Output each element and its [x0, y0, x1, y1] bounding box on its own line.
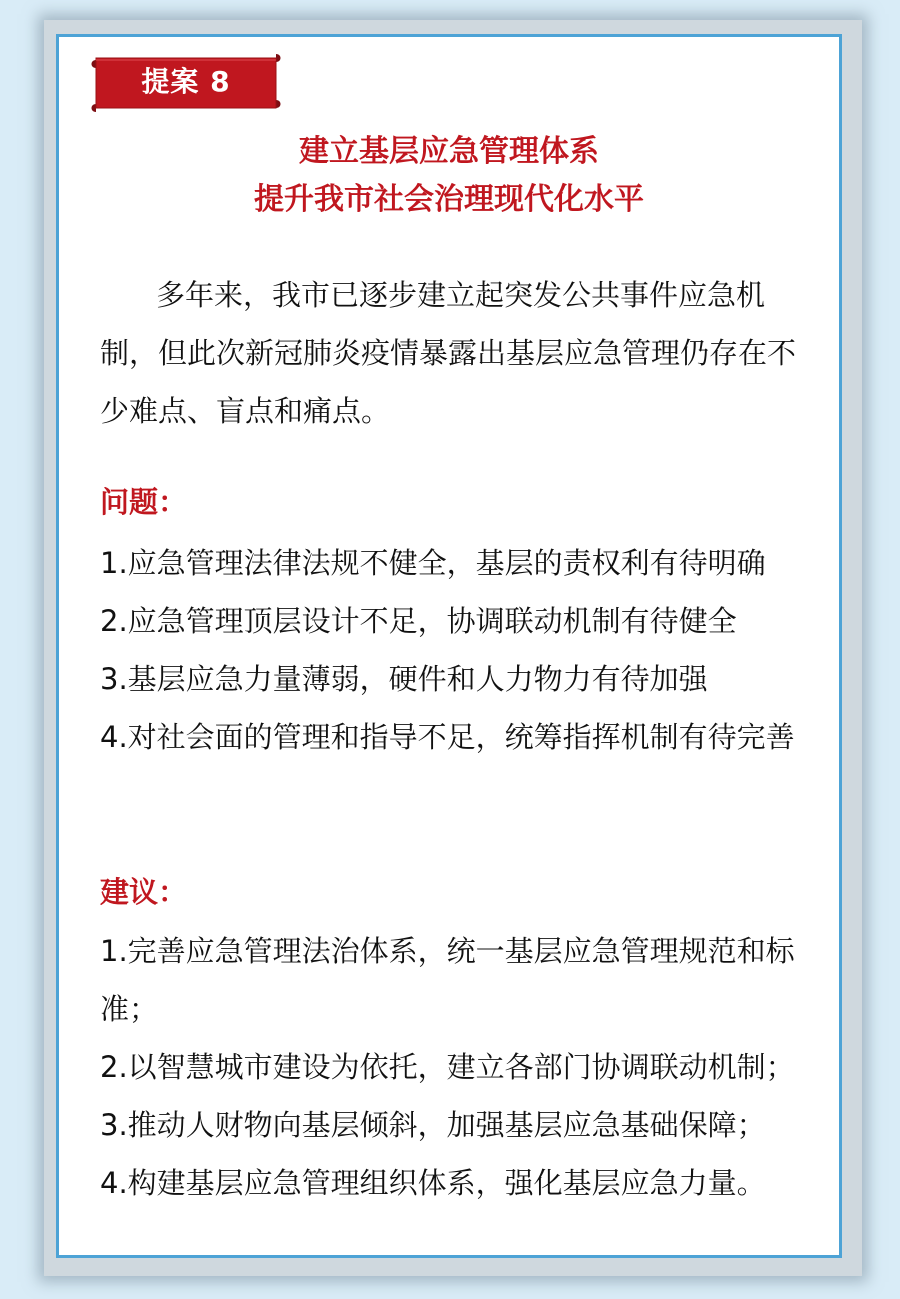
list-item: 4.构建基层应急管理组织体系，强化基层应急力量。	[100, 1166, 766, 1200]
page-title-line1: 建立基层应急管理体系	[299, 134, 599, 169]
list-item: 3.基层应急力量薄弱，硬件和人力物力有待加强	[100, 662, 708, 696]
list-item: 1.完善应急管理法治体系，统一基层应急管理规范和标准；	[100, 934, 795, 1026]
list-item: 1.应急管理法律法规不健全，基层的责权利有待明确	[100, 546, 766, 580]
problems-list	[100, 534, 812, 766]
page-title-line2: 提升我市社会治理现代化水平	[254, 182, 644, 217]
suggestions-list	[100, 922, 812, 1212]
list-item: 4.对社会面的管理和指导不足，统筹指挥机制有待完善	[100, 720, 795, 754]
list-item: 2.应急管理顶层设计不足，协调联动机制有待健全	[100, 604, 737, 638]
intro-paragraph: 多年来，我市已逐步建立起突发公共事件应急机制，但此次新冠肺炎疫情暴露出基层应急管理仍存在不少难点、盲点和痛点。	[100, 278, 797, 428]
proposal-number-label: 提案 8	[141, 65, 231, 98]
list-item: 2.以智慧城市建设为依托，建立各部门协调联动机制；	[100, 1050, 795, 1084]
problems-heading: 问题：	[100, 485, 188, 519]
list-item: 3.推动人财物向基层倾斜，加强基层应急基础保障；	[100, 1108, 766, 1142]
proposal-banner	[90, 52, 282, 114]
suggestions-heading: 建议：	[100, 875, 188, 909]
